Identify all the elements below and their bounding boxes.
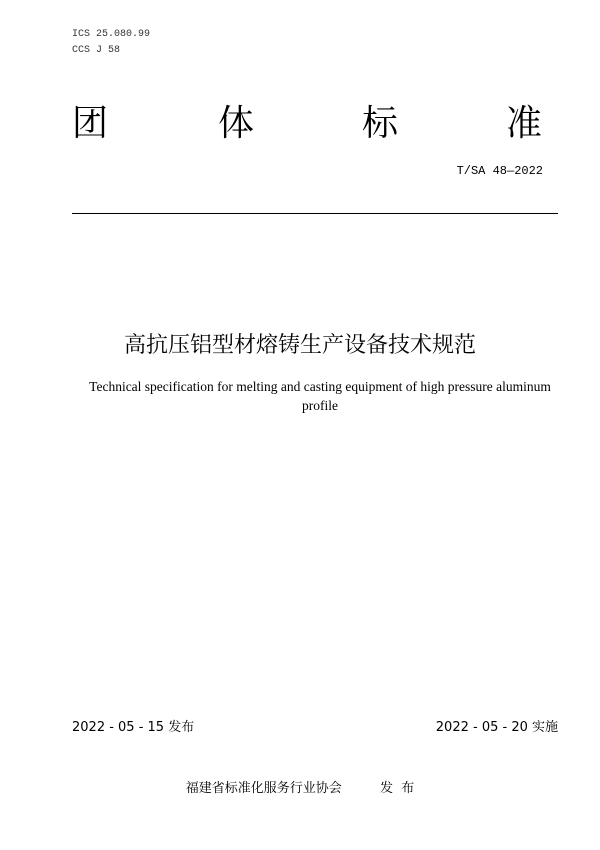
publish-label: 发 布 xyxy=(380,781,415,796)
header-char-4: 准 xyxy=(506,103,543,144)
ics-code: ICS 25.080.99 xyxy=(72,29,151,40)
divider xyxy=(72,213,558,214)
publisher xyxy=(0,777,600,796)
release-date: 2022 - 05 - 15 发布 xyxy=(72,720,195,735)
title-english-line1: Technical specification for melting and casting equipment of high pressure aluminum xyxy=(89,379,551,394)
header-char-1: 团 xyxy=(72,103,109,144)
title-english-line2: profile xyxy=(302,398,338,413)
standard-number: T/SA 48—2022 xyxy=(456,164,543,178)
title-chinese: 高抗压铝型材熔铸生产设备技术规范 xyxy=(123,333,476,358)
header-char-3: 标 xyxy=(362,103,399,144)
publisher-name: 福建省标准化服务行业协会 xyxy=(185,781,342,796)
title-english xyxy=(60,377,580,415)
ccs-code: CCS J 58 xyxy=(72,45,121,56)
header-char-2: 体 xyxy=(218,103,255,144)
implementation-date: 2022 - 05 - 20 实施 xyxy=(435,720,558,735)
